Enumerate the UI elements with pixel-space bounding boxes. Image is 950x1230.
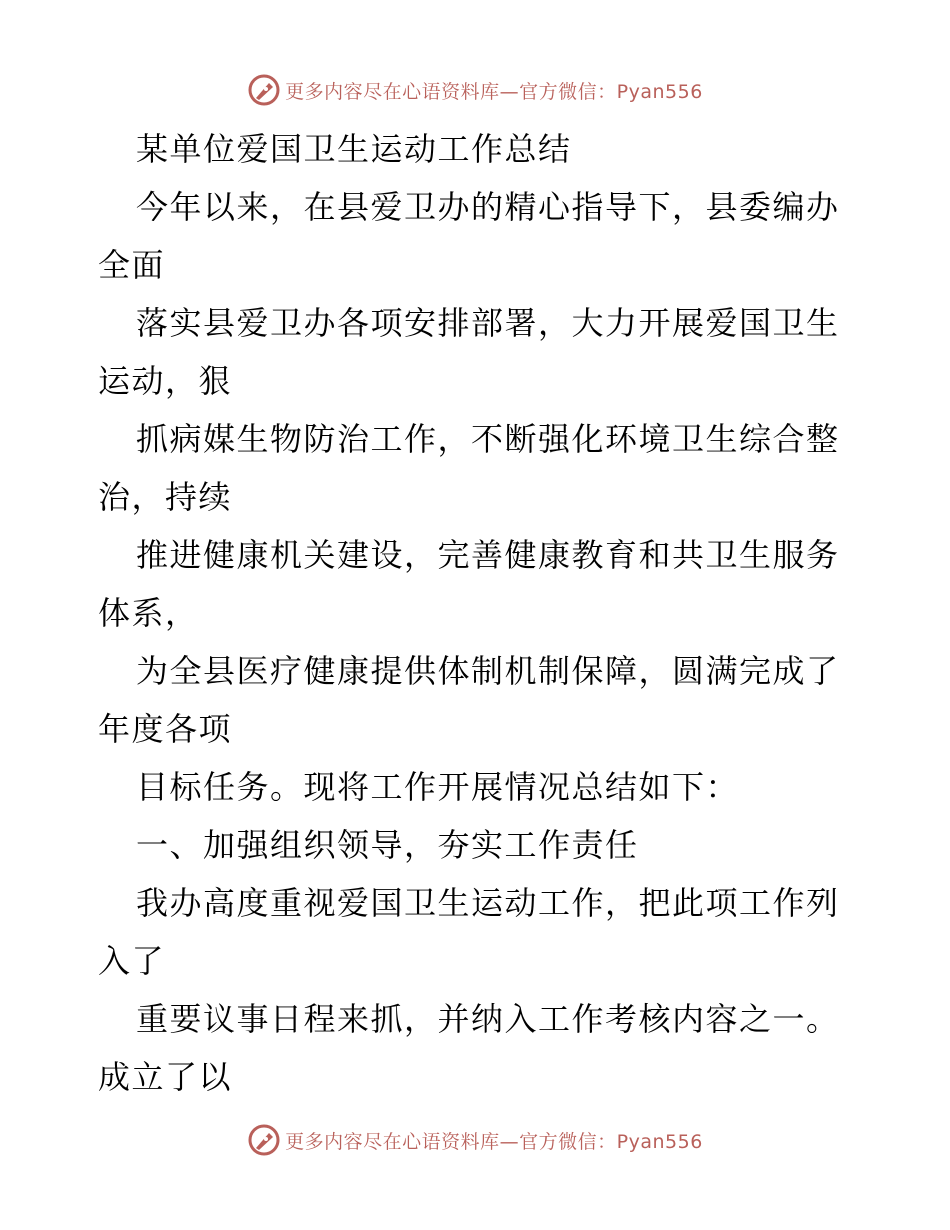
paragraph-line: 入了 xyxy=(98,942,166,980)
document-body xyxy=(98,120,858,1106)
paragraph-line: 年度各项 xyxy=(98,710,233,748)
pen-nib-logo-icon xyxy=(247,1123,281,1157)
header-watermark xyxy=(0,70,950,110)
paragraph-line: 今年以来，在县爱卫办的精心指导下，县委编办 xyxy=(136,188,840,226)
paragraph-line: 我办高度重视爱国卫生运动工作，把此项工作列 xyxy=(136,884,840,922)
paragraph-line: 运动，狠 xyxy=(98,362,233,400)
paragraph-line: 全面 xyxy=(98,246,166,284)
paragraph-line: 推进健康机关建设，完善健康教育和共卫生服务 xyxy=(136,536,840,574)
paragraph-line: 治，持续 xyxy=(98,478,233,516)
paragraph-line: 落实县爱卫办各项安排部署，大力开展爱国卫生 xyxy=(136,304,840,342)
watermark-text: 更多内容尽在心语资料库—官方微信：Pyan556 xyxy=(285,1130,703,1153)
paragraph-line: 体系， xyxy=(98,594,199,632)
document-title: 某单位爱国卫生运动工作总结 xyxy=(136,130,572,168)
paragraph-line: 抓病媒生物防治工作，不断强化环境卫生综合整 xyxy=(136,420,840,458)
footer-watermark xyxy=(0,1120,950,1160)
section-heading: 一、加强组织领导，夯实工作责任 xyxy=(136,826,639,864)
paragraph-line: 成立了以 xyxy=(98,1058,233,1096)
watermark-text: 更多内容尽在心语资料库—官方微信：Pyan556 xyxy=(285,80,703,103)
paragraph-line: 重要议事日程来抓，并纳入工作考核内容之一。 xyxy=(136,1000,840,1038)
paragraph-line: 为全县医疗健康提供体制机制保障，圆满完成了 xyxy=(136,652,840,690)
paragraph-line: 目标任务。现将工作开展情况总结如下： xyxy=(136,768,740,806)
pen-nib-logo-icon xyxy=(247,73,281,107)
